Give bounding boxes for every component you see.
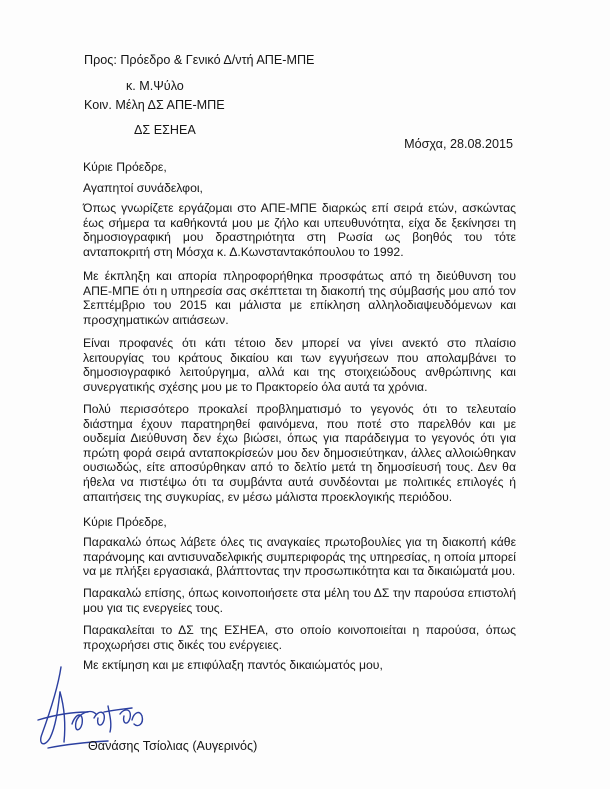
- paragraph-6: Παρακαλώ επίσης, όπως κοινοποιήσετε στα μέλη του ΔΣ την παρούσα επιστολή μου για τις ενεργείες τους.: [83, 586, 516, 615]
- salutation-repeat: Κύριε Πρόεδρε,: [83, 515, 167, 529]
- salutation: Κύριε Πρόεδρε,: [83, 160, 167, 174]
- recipient-line: Προς: Πρόεδρο & Γενικό Δ/ντή ΑΠΕ-ΜΠΕ: [84, 53, 315, 67]
- paragraph-2: Με έκπληξη και απορία πληροφορήθηκα προσφάτως από τη διεύθυνση του ΑΠΕ-ΜΠΕ ότι η υπηρεσία σας σκέπτεται τη διακοπή της σύμβασής μου από τον Σεπτέμβριο του 2015 και μάλιστα με επίκληση αλληλοδιαψευδόμενων και προσχηματικών αιτιάσεων.: [83, 269, 516, 327]
- signer-name: Θανάσης Τσίολιας (Αυγερινός): [88, 739, 258, 753]
- cc-line-2: ΔΣ ΕΣΗΕΑ: [134, 123, 196, 137]
- letter-date: Μόσχα, 28.08.2015: [404, 137, 513, 151]
- recipient-name: κ. Μ.Ψύλο: [126, 79, 184, 93]
- paragraph-4: Πολύ περισσότερο προκαλεί προβληματισμό το γεγονός ότι το τελευταίο διάστημα έχουν παρατηρηθεί φαινόμενα, που ποτέ στο παρελθόν και με ουδεμία Διεύθυνση δεν έχω βιώσει, όπως για παράδειγμα το γεγονός ότι για πρώτη φορά σειρά ανταποκρίσεών μου δεν δημοσιεύτηκαν, άλλες αλλοιώθηκαν ουσιωδώς, είτε αποσύρθηκαν από το δελτίο μετά τη δημοσίευσή τους. Δεν θα ήθελα να πιστέψω ότι τα συμβάντα αυτά συνδέονται με πολιτικές επιλογές ή απαιτήσεις της συγκυρίας, εν μέσω μάλιστα προεκλογικής περιόδου.: [83, 402, 516, 504]
- paragraph-3: Είναι προφανές ότι κάτι τέτοιο δεν μπορεί να γίνει ανεκτό στο πλαίσιο λειτουργίας του κράτους δικαίου και των εγγυήσεων που απολαμβάνει το δημοσιογραφικό λειτούργημα, αλλά και της στοιχειώδους ανθρώπινης και συνεργατικής σχέσης μου με το Πρακτορείο όλα αυτά τα χρόνια.: [83, 336, 516, 394]
- cc-line: Κοιν. Μέλη ΔΣ ΑΠΕ-ΜΠΕ: [84, 98, 225, 112]
- paragraph-1: Όπως γνωρίζετε εργάζομαι στο ΑΠΕ-ΜΠΕ διαρκώς επί σειρά ετών, ασκώντας έως σήμερα τα καθήκοντά μου με ζήλο και υπευθυνότητα, είχα δε ξεκίνησει τη δημοσιογραφική μου δραστηριότητα στη Ρωσία ως βοηθός του τότε ανταποκριτή στη Μόσχα κ. Δ.Κωνσταντακόπουλου το 1992.: [83, 201, 516, 259]
- salutation-colleagues: Αγαπητοί συνάδελφοι,: [83, 181, 203, 195]
- closing-line: Με εκτίμηση και με επιφύλαξη παντός δικαιώματός μου,: [83, 658, 383, 672]
- paragraph-7: Παρακαλείται το ΔΣ της ΕΣΗΕΑ, στο οποίο κοινοποιείται η παρούσα, όπως προχωρήσει στις δικές του ενέργειες.: [83, 623, 516, 652]
- paragraph-5: Παρακαλώ όπως λάβετε όλες τις αναγκαίες πρωτοβουλίες για τη διακοπή κάθε παράνομης και αντισυναδελφικής συμπεριφοράς της υπηρεσίας, η οποία μπορεί να με πλήξει εργασιακά, βλάπτοντας την προσωπικότητα και τα δικαιώματά μου.: [83, 535, 516, 579]
